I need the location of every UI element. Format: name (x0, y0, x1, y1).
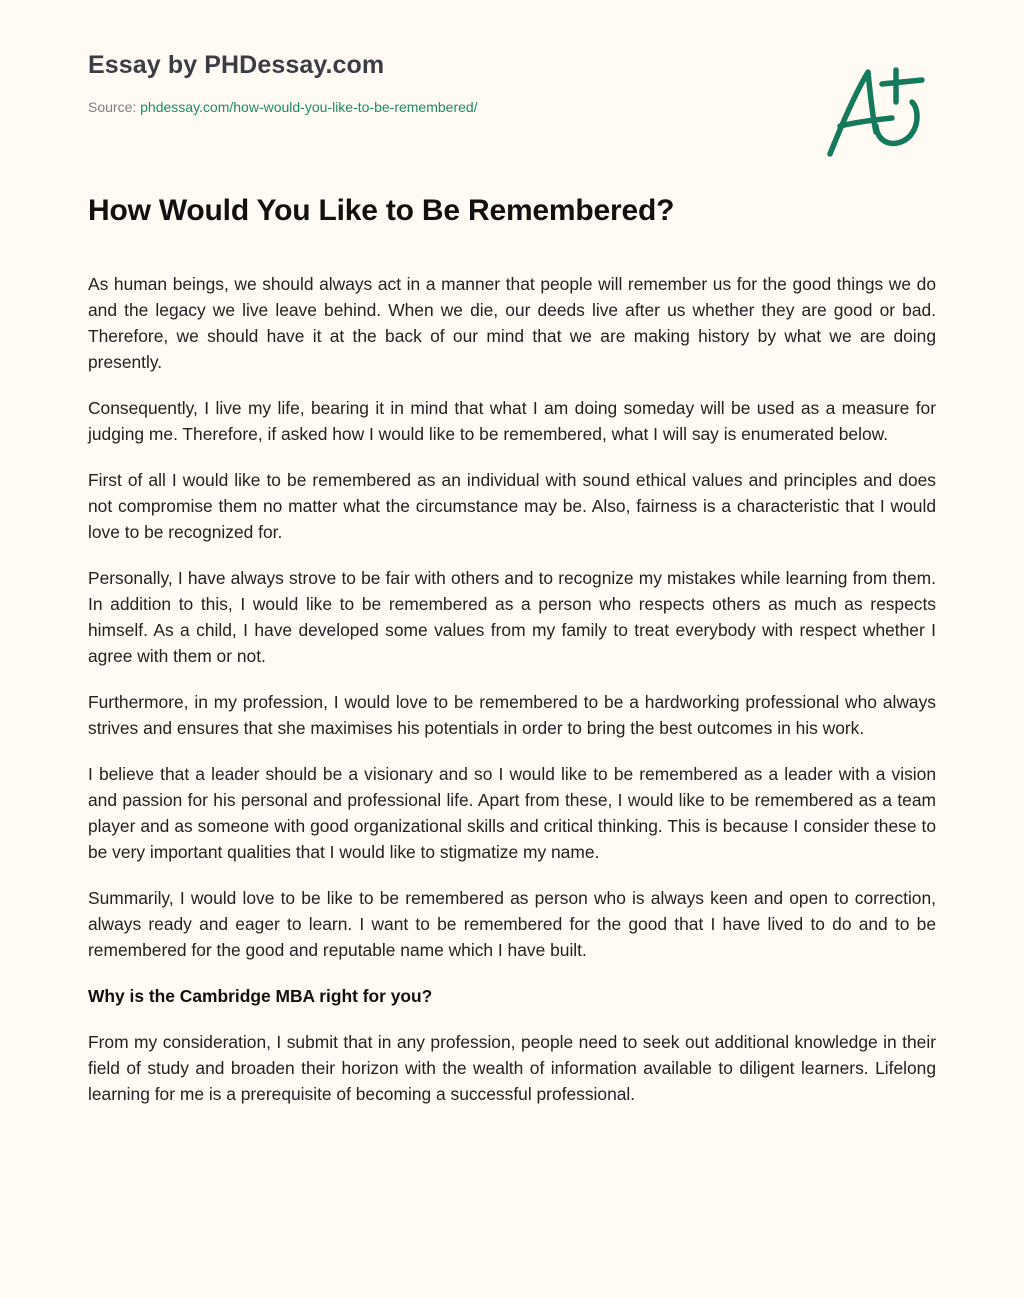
paragraph: Furthermore, in my profession, I would love to be remembered to be a hardworking professional who always strives and ensures that she maximises his potentials in order to bring the best outcomes in his work. (88, 692, 936, 738)
paragraph: Personally, I have always strove to be fair with others and to recognize my mistakes while learning from them. In addition to this, I would like to be remembered as a person who respects others as much as respects himself. As a child, I have developed some values from my family to treat everybody with respect whether I agree with them or not. (88, 568, 936, 666)
paragraph: Summarily, I would love to be like to be remembered as person who is always keen and open to correction, always ready and eager to learn. I want to be remembered for the good that I have lived to do and to be remembered for the good and reputable name which I have built. (88, 888, 936, 960)
paragraph: First of all I would like to be remembered as an individual with sound ethical values and principles and does not compromise them no matter what the circumstance may be. Also, fairness is a characteristic that I would love to be recognized for. (88, 470, 936, 542)
section-heading: Why is the Cambridge MBA right for you? (88, 986, 433, 1006)
document-header (88, 48, 478, 117)
brand-title: Essay by PHDessay.com (88, 51, 385, 79)
essay-body (88, 271, 936, 1127)
source-line (88, 97, 478, 117)
paragraph: Consequently, I live my life, bearing it in mind that what I am doing someday will be used as a measure for judging me. Therefore, if asked how I would like to be remembered, what I will say is enumerated below. (88, 398, 936, 444)
page-title: How Would You Like to Be Remembered? (88, 194, 675, 227)
source-label: Source: (88, 99, 141, 115)
source-link[interactable]: phdessay.com/how-would-you-like-to-be-remembered/ (140, 99, 478, 115)
paragraph: I believe that a leader should be a visionary and so I would like to be remembered as a leader with a vision and passion for his personal and professional life. Apart from these, I would like to be remembered as a team player and as someone with good organizational skills and critical thinking. This is because I consider these to be very important qualities that I would like to stigmatize my name. (88, 764, 936, 862)
paragraph: As human beings, we should always act in a manner that people will remember us for the good things we do and the legacy we live leave behind. When we die, our deeds live after us whether they are good or bad. Therefore, we should have it at the back of our mind that we are making history by what we are doing presently. (88, 274, 936, 372)
a-plus-grade-icon (822, 62, 932, 162)
paragraph: From my consideration, I submit that in any profession, people need to seek out additional knowledge in their field of study and broaden their horizon with the wealth of information available to diligent learners. Lifelong learning for me is a prerequisite of becoming a successful professional. (88, 1032, 936, 1104)
